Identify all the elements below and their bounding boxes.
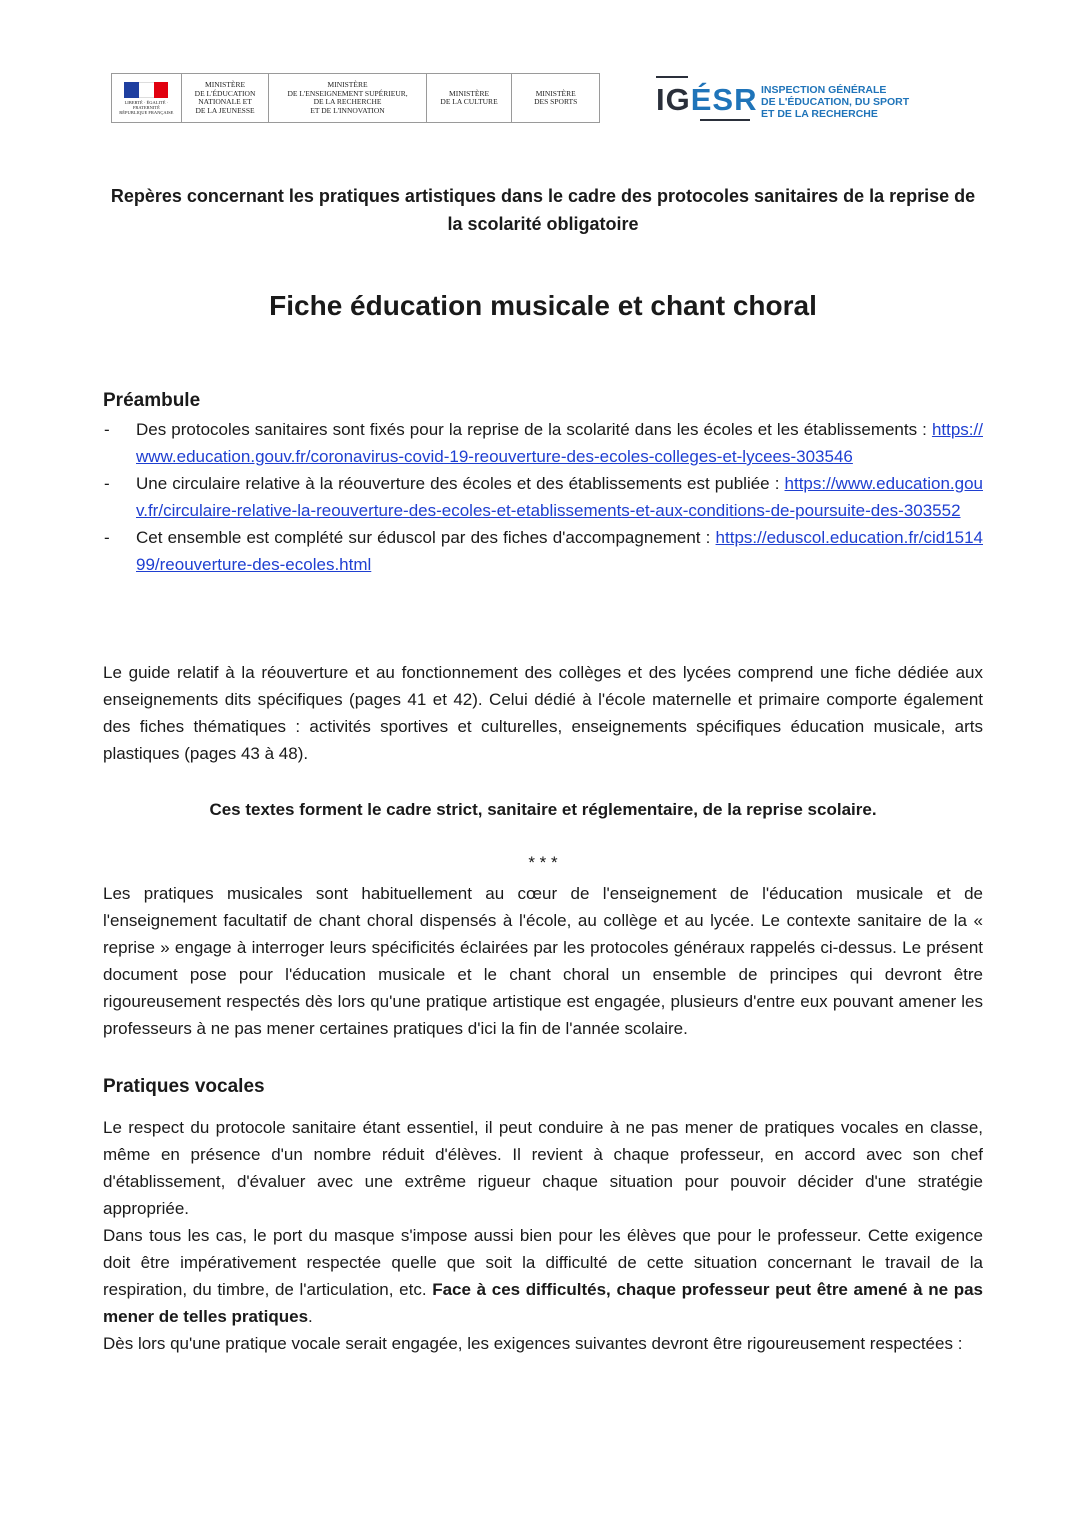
marianne-caption: LIBERTÉ · ÉGALITÉ · FRATERNITÉ RÉPUBLIQUE FRANÇAISE [119, 99, 174, 115]
list-item [103, 470, 983, 524]
igesr-caption: INSPECTION GÉNÉRALE DE L'ÉDUCATION, DU SPORT ET DE LA RECHERCHE [761, 84, 910, 120]
paragraph-vocal-exigences: Dès lors qu'une pratique vocale serait engagée, les exigences suivantes devront être rigoureusement respectées : [103, 1334, 963, 1353]
ministry-higher-education: MINISTÈRE DE L'ENSEIGNEMENT SUPÉRIEUR, DE LA RECHERCHE ET DE L'INNOVATION [269, 74, 426, 122]
circulaire-link[interactable]: https://www.education.gouv.fr/circulaire-relative-la-reouverture-des-ecoles-et-etablissements-et-aux-conditions-de-poursuite-des-303552 [136, 474, 983, 520]
igesr-top-rule [656, 76, 688, 78]
masque-text: Dans tous les cas, le port du masque s'impose aussi bien pour les élèves que pour le professeur. Cette exigence doit être impérativement respectée quelle que soit la difficulté de cette situation concernant le travail de la respiration, du timbre, de l'articulation, etc. [103, 1226, 983, 1299]
government-logo-block [111, 73, 600, 123]
document-title: Fiche éducation musicale et chant choral [269, 290, 817, 321]
list-item-text: Cet ensemble est complété sur éduscol par des fiches d'accompagnement : [136, 528, 711, 547]
paragraph-guide: Le guide relatif à la réouverture et au fonctionnement des collèges et des lycées comprend une fiche dédiée aux enseignements dits spécifiques (pages 41 et 42). Celui dédié à l'école maternelle et primaire comporte également des fiches thématiques : activités sportives et culturelles, enseignements spécifiques éducation musicale, arts plastiques (pages 43 à 48). [103, 663, 983, 763]
protocol-link[interactable]: https://www.education.gouv.fr/coronavirus-covid-19-reouverture-des-ecoles-colleges-et-lycees-303546 [136, 420, 983, 466]
igesr-suffix: ÉSR [690, 82, 758, 117]
igesr-wordmark [656, 82, 757, 118]
ministry-culture: MINISTÈRE DE LA CULTURE [427, 74, 513, 122]
ministry-education: MINISTÈRE DE L'ÉDUCATION NATIONALE ET DE LA JEUNESSE [182, 74, 270, 122]
eduscol-link[interactable]: https://eduscol.education.fr/cid151499/reouverture-des-ecoles.html [136, 528, 983, 574]
paragraph-vocal-masque [103, 1222, 983, 1330]
flag-icon [124, 82, 168, 98]
document-supertitle: Repères concernant les pratiques artistiques dans le cadre des protocoles sanitaires de la reprise de la scolarité obligatoire [110, 186, 976, 234]
paragraph-pratiques-musicales: Les pratiques musicales sont habituellement au cœur de l'enseignement de l'éducation musicale et de l'enseignement facultatif de chant choral dispensés à l'école, au collège et au lycée. Le contexte sanitaire de la « reprise » engage à interroger leurs spécificités éclairées par les protocoles généraux rappelés ci-dessus. Le présent document pose pour l'éducation musicale et le chant choral un ensemble de principes qui devront être rigoureusement respectés dès lors qu'une pratique artistique est engagée, plusieurs d'entre eux pouvant amener les professeurs à ne pas mener certaines pratiques d'ici la fin de l'année scolaire. [103, 884, 983, 1038]
preambule-list [103, 416, 983, 578]
pratiques-vocales-body [103, 1114, 983, 1357]
igesr-bottom-rule [700, 119, 750, 121]
cadre-statement: Ces textes forment le cadre strict, sanitaire et réglementaire, de la reprise scolaire. [209, 800, 877, 819]
paragraph-vocal-respect: Le respect du protocole sanitaire étant essentiel, il peut conduire à ne pas mener de pratiques vocales en classe, même en présence d'un nombre réduit d'élèves. Il revient à chaque professeur, en accord avec son chef d'établissement, d'évaluer avec une extrême rigueur chaque situation pour pouvoir décider d'une stratégie appropriée. [103, 1118, 983, 1218]
masque-end: . [308, 1307, 313, 1326]
list-item [103, 416, 983, 470]
ministry-sports: MINISTÈRE DES SPORTS [534, 88, 578, 106]
section-separator: * * * [528, 853, 558, 872]
masque-emphasis: Face à ces difficultés, chaque professeur peut être amené à ne pas mener de telles pratiques [103, 1280, 983, 1326]
section-heading-preambule: Préambule [103, 390, 201, 411]
list-item-text: Une circulaire relative à la réouverture des écoles et des établissements est publiée : [136, 474, 780, 493]
list-item [103, 524, 983, 578]
igesr-logo [656, 74, 936, 124]
section-heading-pratiques-vocales: Pratiques vocales [103, 1076, 265, 1097]
igesr-prefix: IG [656, 82, 691, 117]
marianne-logo [112, 74, 182, 122]
list-item-text: Des protocoles sanitaires sont fixés pour la reprise de la scolarité dans les écoles et les établissements : [136, 420, 927, 439]
